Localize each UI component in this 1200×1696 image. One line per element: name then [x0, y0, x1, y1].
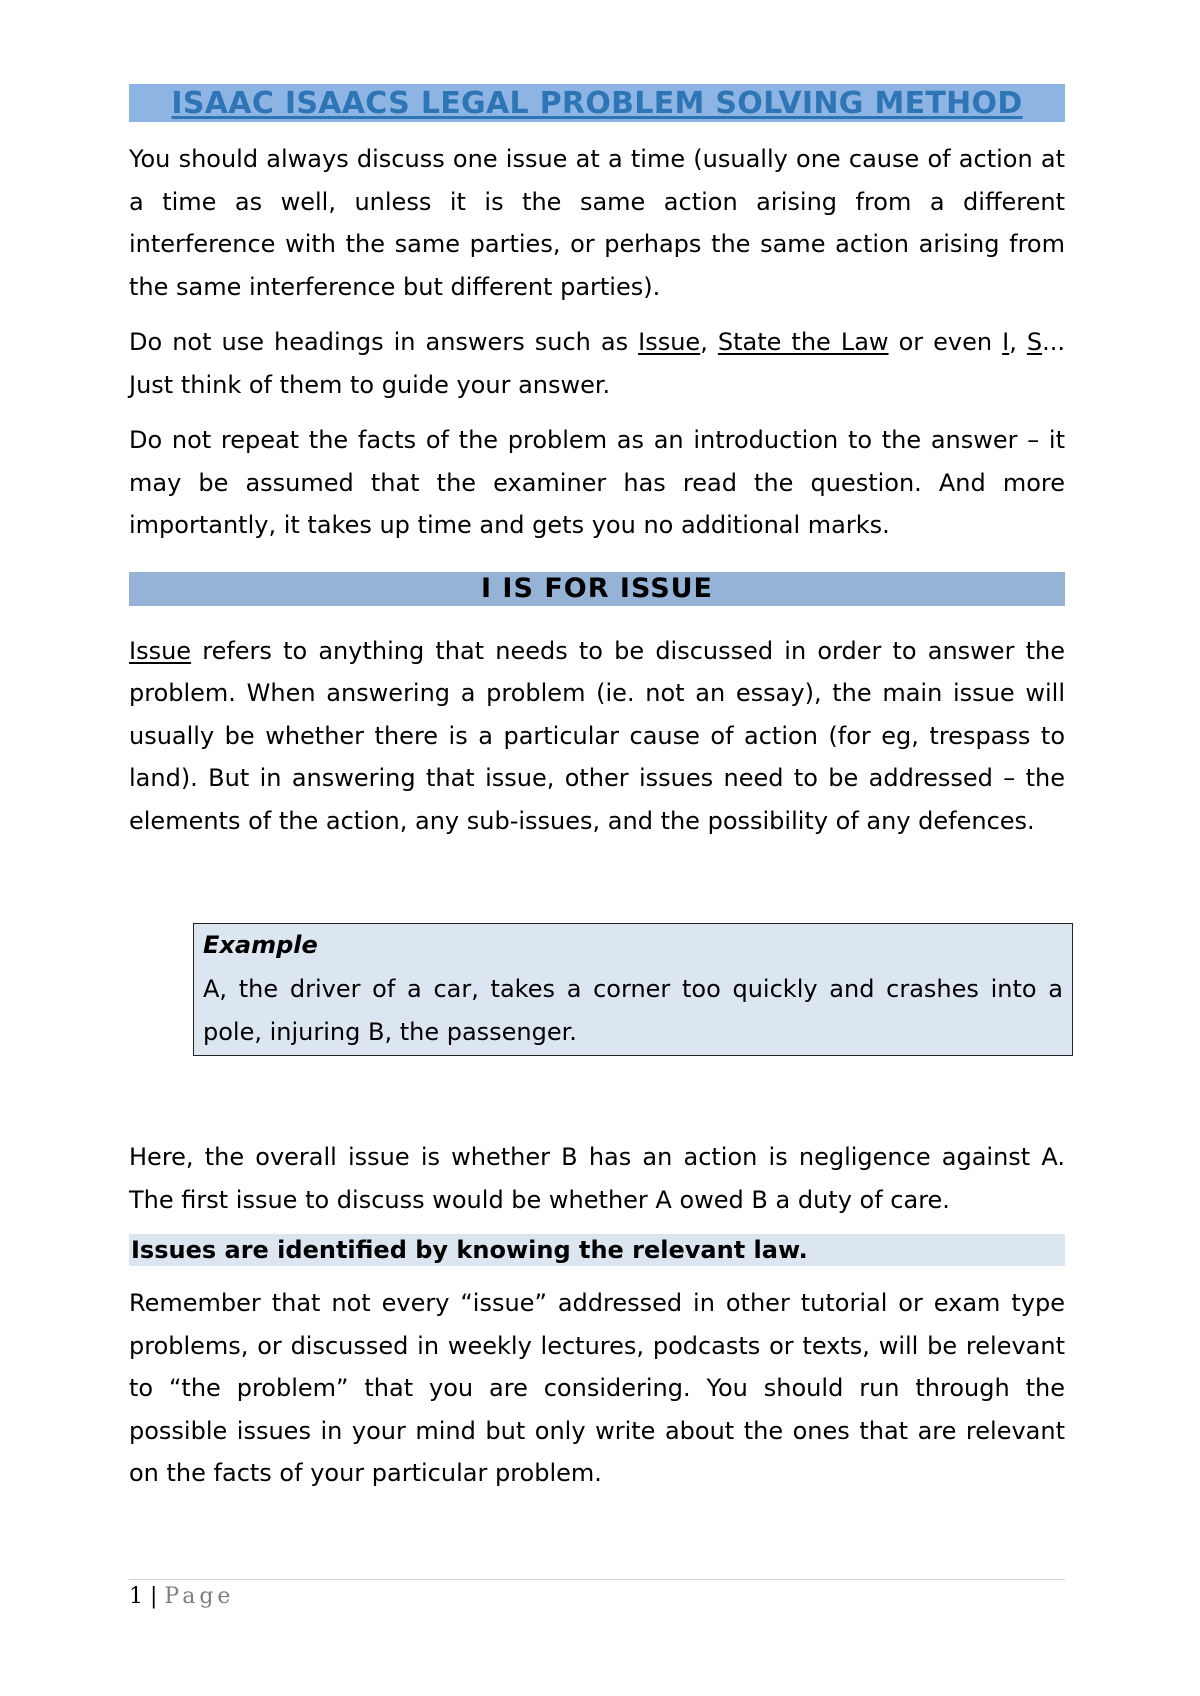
intro-paragraph-2	[129, 321, 1065, 406]
footer-divider	[129, 1579, 1065, 1580]
overall-issue-paragraph: Here, the overall issue is whether B has an action is negligence against A. The first issue to discuss would be whether A owed B a duty of care.	[129, 1143, 1065, 1214]
term-s: S	[1026, 328, 1043, 356]
example-text: A, the driver of a car, takes a corner too quickly and crashes into a pole, injuring B, the passenger.	[203, 975, 1063, 1046]
page-label: Page	[164, 1584, 235, 1609]
intro-p2-before: Do not use headings in answers such as	[129, 328, 639, 356]
term-i: I	[1002, 328, 1010, 356]
issue-paragraph-text: refers to anything that needs to be discussed in order to answer the problem. When answering a problem (ie. not an essay), the main issue will usually be whether there is a particular cause of action (for eg, trespass to land). But in answering that issue, other issues need to be addressed – the elements of the action, any sub-issues, and the possibility of any defences.	[129, 636, 1065, 835]
example-heading: Example	[203, 931, 318, 959]
intro-paragraph-1: You should always discuss one issue at a time (usually one cause of action at a time as well, unless it is the same action arising from a different interference with the same parties, or perhaps the same action arising from the same interference but different parties).	[129, 145, 1065, 301]
term-issue-lead: Issue	[129, 636, 192, 665]
spacer	[129, 1056, 1065, 1136]
page-footer	[129, 1584, 234, 1609]
section-heading-bar	[129, 572, 1065, 606]
document-title: ISAAC ISAACS LEGAL PROBLEM SOLVING METHOD	[171, 85, 1023, 121]
page-content	[129, 84, 1065, 1508]
title-bar	[129, 84, 1065, 122]
issue-paragraph	[129, 630, 1065, 843]
intro-p2-mid: or even	[888, 328, 1003, 356]
term-issue: Issue	[638, 328, 701, 356]
subheading: Issues are identified by knowing the relevant law.	[131, 1236, 808, 1264]
example-box	[193, 923, 1073, 1056]
section-heading: I IS FOR ISSUE	[480, 573, 714, 604]
footer-separator: |	[143, 1584, 165, 1609]
term-state-the-law: State the Law	[717, 328, 889, 356]
intro-p2-sep1: ,	[700, 328, 718, 356]
remember-paragraph: Remember that not every “issue” addressed in other tutorial or exam type problems, or discussed in weekly lectures, podcasts or texts, will be relevant to “the problem” that you are considering. You should run through the possible issues in your mind but only write about the ones that are relevant on the facts of your particular problem.	[129, 1289, 1065, 1487]
spacer	[129, 855, 1065, 923]
subheading-bar	[129, 1234, 1065, 1266]
intro-paragraph-3: Do not repeat the facts of the problem as an introduction to the answer – it may be assumed that the examiner has read the question. And more importantly, it takes up time and gets you no additional marks.	[129, 426, 1065, 539]
intro-p2-after: ... Just think of them to guide your answer.	[129, 328, 1066, 399]
page-number: 1	[129, 1584, 143, 1609]
intro-p2-sep2: ,	[1009, 328, 1027, 356]
